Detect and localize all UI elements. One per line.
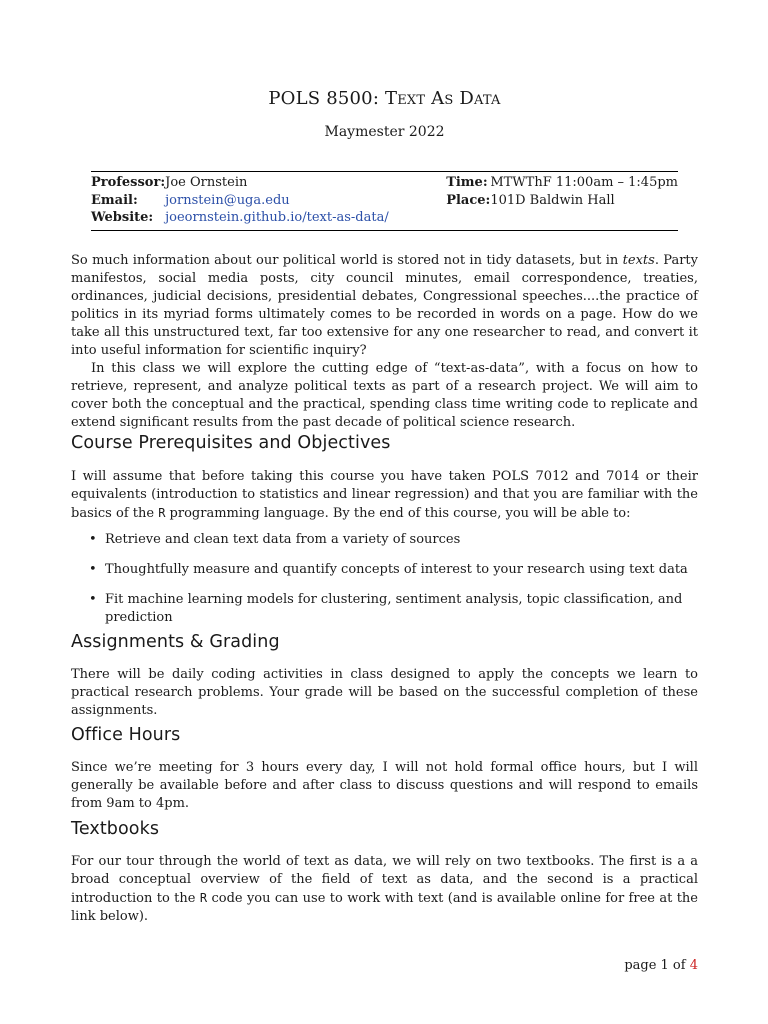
office-hours-paragraph: Since we’re meeting for 3 hours every day, I will not hold formal office hours, but I will generally be available before and after class to discuss questions and will respond to emails from 9am to 4pm.: [71, 760, 698, 811]
section-heading-textbooks: Textbooks: [71, 819, 160, 839]
intro-paragraph-1: So much information about our political world is stored not in tidy datasets, but in texts. Party manifestos, social media posts, city council minutes, email correspondence, treaties, ordinances, judicial decisions, presidential debates, Congressional speeches....the practice of politics in its myriad forms ultimately comes to be recorded in words on a page. How do we take all this unstructured text, far too extensive for any one researcher to read, and convert it into useful information for scientific inquiry?: [71, 253, 698, 358]
email-link[interactable]: jornstein@uga.edu: [165, 192, 290, 208]
course-term: Maymester 2022: [324, 124, 445, 140]
grading-paragraph: There will be daily coding activities in class designed to apply the concepts we learn to practical research problems. Your grade will be based on the successful completion of these assignments.: [71, 667, 698, 718]
website-label: Website:: [91, 210, 154, 225]
course-title: [71, 88, 698, 109]
intro-paragraph-2: In this class we will explore the cutting edge of “text-as-data”, with a focus on how to retrieve, represent, and analyze political texts as part of a research project. We will aim to cover both the conceptual and the practical, spending class time writing code to replicate and extend significant results from the past decade of political science research.: [71, 361, 698, 430]
email-label: Email:: [91, 192, 138, 208]
website-link[interactable]: joeornstein.github.io/text-as-data/: [165, 210, 389, 225]
section-heading-grading: Assignments & Grading: [71, 632, 280, 652]
class-time: MTWThF 11:00am – 1:45pm: [490, 175, 678, 190]
list-item: • Retrieve and clean text data from a variety of sources: [89, 532, 461, 547]
section-heading-office-hours: Office Hours: [71, 725, 181, 745]
professor-name: Joe Ornstein: [165, 175, 248, 190]
intro-section: [71, 252, 698, 432]
course-name: Text As Data: [385, 88, 501, 109]
section-heading-prerequisites: Course Prerequisites and Objectives: [71, 433, 391, 453]
professor-label: Professor:: [91, 175, 166, 190]
class-place: 101D Baldwin Hall: [490, 192, 615, 208]
prerequisites-paragraph: I will assume that before taking this course you have taken POLS 7012 and 7014 or their equivalents (introduction to statistics and linear regression) and that you are familiar with the basics of the R programming language. By the end of this course, you will be able to:: [71, 469, 698, 521]
place-label: Place:: [446, 192, 491, 208]
time-label: Time:: [446, 175, 488, 190]
list-item: • Thoughtfully measure and quantify concepts of interest to your research using text data: [89, 562, 688, 577]
list-item: • Fit machine learning models for clustering, sentiment analysis, topic classification, and prediction: [89, 592, 683, 625]
syllabus-page: [71, 0, 698, 1024]
textbooks-paragraph: For our tour through the world of text as data, we will rely on two textbooks. The first is a a broad conceptual overview of the field of text as data, and the second is a practical introduction to the R code you can use to work with text (and is available online for free at the link below).: [71, 854, 698, 924]
course-number: POLS 8500:: [268, 88, 380, 109]
course-info-box: [91, 171, 678, 231]
objectives-list: [87, 531, 698, 625]
page-total-link[interactable]: 4: [689, 958, 698, 973]
page-number: page 1 of 4: [624, 958, 698, 973]
